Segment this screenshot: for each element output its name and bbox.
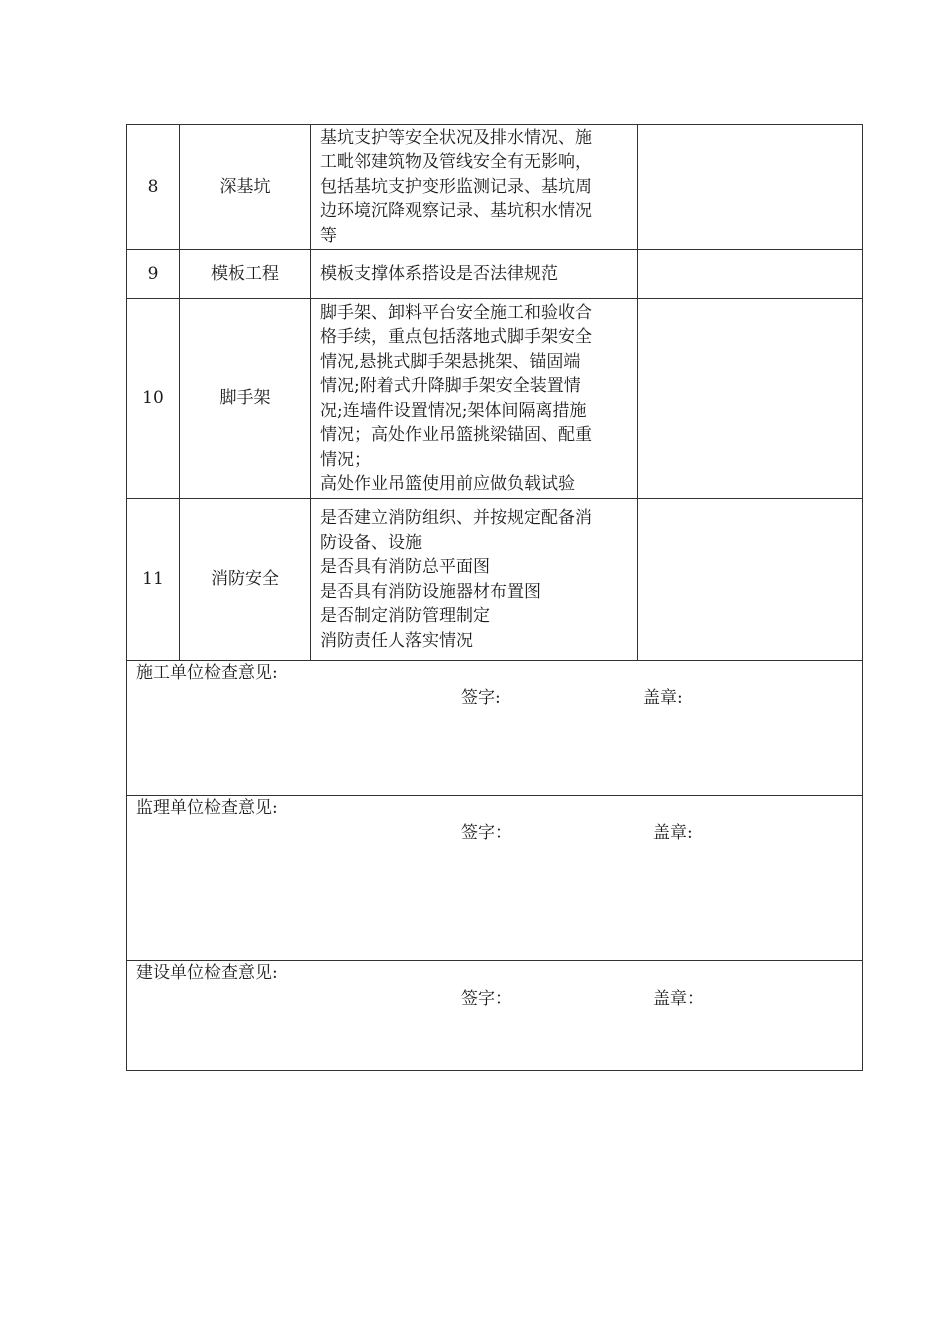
- content-line: 模板支撑体系搭设是否法律规范: [320, 263, 558, 284]
- supervision-signature-label: 签字：: [461, 823, 512, 843]
- table-row: [127, 250, 863, 299]
- owner-seal-label: 盖章：: [653, 989, 704, 1009]
- supervision-seal-label: 盖章:: [653, 823, 693, 843]
- content-line: 是否具有消防总平面图: [320, 557, 490, 577]
- row-number: 11: [127, 499, 180, 661]
- supervision-opinion-cell[interactable]: [127, 796, 863, 961]
- content-line: 是否制定消防管理制定: [320, 606, 490, 626]
- content-line: 工毗邻建筑物及管线安全有无影响，: [320, 152, 592, 173]
- check-item: 深基坑: [180, 125, 311, 250]
- row-number: 10: [127, 299, 180, 499]
- construction-signature-label: 签字:: [461, 688, 501, 708]
- check-result-cell[interactable]: [638, 299, 863, 499]
- supervision-opinion-title: 监理单位检查意见:: [136, 798, 278, 818]
- content-line: 边环境沉降观察记录、基坑积水情况: [320, 201, 592, 222]
- construction-seal-label: 盖章:: [643, 688, 683, 708]
- table-row: [127, 499, 863, 661]
- row-number: 9: [127, 250, 180, 299]
- content-line: 情况；高处作业吊篮挑梁锚固、配重: [320, 425, 592, 445]
- content-line: 消防责任人落实情况: [320, 630, 473, 651]
- supervision-opinion-row: [127, 796, 863, 961]
- content-line: 情况,悬挑式脚手架悬挑架、锚固端: [320, 351, 581, 372]
- check-result-cell[interactable]: [638, 125, 863, 250]
- row-number: 8: [127, 125, 180, 250]
- check-item: 模板工程: [180, 250, 311, 299]
- check-content: [311, 125, 638, 250]
- content-line: 脚手架、卸料平台安全施工和验收合: [320, 302, 592, 323]
- check-content: [311, 499, 638, 661]
- content-line: 况;连墙件设置情况;架体间隔离措施: [320, 400, 587, 421]
- construction-opinion-cell[interactable]: [127, 661, 863, 796]
- check-item: 消防安全: [180, 499, 311, 661]
- content-line: 格手续，重点包括落地式脚手架安全: [320, 327, 592, 347]
- check-content: [311, 299, 638, 499]
- content-line: 情况;附着式升降脚手架安全装置情: [320, 376, 581, 396]
- content-line: 防设备、设施: [320, 532, 422, 553]
- content-line: 是否具有消防设施器材布置图: [320, 581, 541, 602]
- safety-check-table: [126, 124, 863, 1071]
- table-row: [127, 125, 863, 250]
- content-line: 高处作业吊篮使用前应做负载试验: [320, 474, 575, 494]
- construction-opinion-title: 施工单位检查意见:: [136, 663, 278, 683]
- owner-signature-label: 签字：: [461, 989, 512, 1009]
- check-result-cell[interactable]: [638, 250, 863, 299]
- table-row: [127, 299, 863, 499]
- check-content: [311, 250, 638, 299]
- content-line: 是否建立消防组织、并按规定配备消: [320, 508, 592, 528]
- content-line: 包括基坑支护变形监测记录、基坑周: [320, 176, 592, 197]
- owner-opinion-cell[interactable]: [127, 961, 863, 1071]
- construction-opinion-row: [127, 661, 863, 796]
- content-line: 情况；: [320, 449, 371, 470]
- owner-opinion-row: [127, 961, 863, 1071]
- owner-opinion-title: 建设单位检查意见:: [136, 963, 278, 983]
- content-line: 基坑支护等安全状况及排水情况、施: [320, 127, 592, 148]
- check-item: 脚手架: [180, 299, 311, 499]
- content-line: 等: [320, 225, 337, 246]
- check-result-cell[interactable]: [638, 499, 863, 661]
